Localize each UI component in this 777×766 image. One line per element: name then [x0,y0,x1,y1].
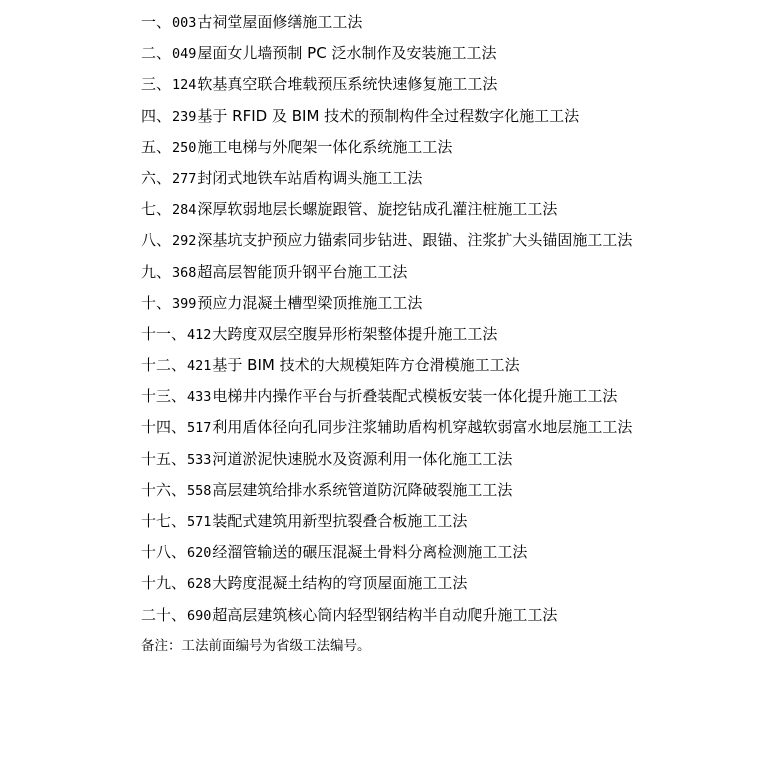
item-index: 十一、 [141,324,187,343]
list-item [141,383,761,414]
method-list [141,9,761,633]
list-item [141,134,761,165]
item-code: 628 [187,576,212,593]
item-title: 软基真空联合堆载预压系统快速修复施工工法 [197,75,498,94]
document-body [141,9,761,661]
list-item [141,259,761,290]
item-code: 277 [172,170,197,187]
item-code: 421 [187,358,212,375]
item-title: 高层建筑给排水系统管道防沉降破裂施工工法 [212,480,513,499]
list-item [141,103,761,134]
item-code: 284 [172,202,197,219]
item-code: 003 [172,15,197,31]
item-index: 十、 [141,293,172,312]
item-title: 预应力混凝土槽型梁顶推施工工法 [197,293,423,312]
list-item [141,414,761,445]
item-index: 十五、 [141,449,187,468]
item-index: 五、 [141,137,172,156]
item-title: 深厚软弱地层长螺旋跟管、旋挖钻成孔灌注桩施工工法 [197,200,558,219]
item-code: 399 [172,295,197,312]
list-item [141,40,761,71]
item-index: 一、 [141,13,172,31]
item-title: 基于 RFID 及 BIM 技术的预制构件全过程数字化施工工法 [197,106,580,125]
item-index: 二十、 [141,605,187,624]
item-index: 十八、 [141,543,187,562]
item-code: 433 [187,389,212,406]
item-index: 六、 [141,168,172,187]
item-code: 412 [187,326,212,343]
item-title: 河道淤泥快速脱水及资源利用一体化施工工法 [212,449,513,468]
item-code: 368 [172,264,197,281]
item-code: 124 [172,77,197,94]
item-index: 十三、 [141,387,187,406]
list-item [141,196,761,227]
item-title: 大跨度双层空腹异形桁架整体提升施工工法 [212,324,498,343]
list-item [141,165,761,196]
item-title: 超高层建筑核心筒内轻型钢结构半自动爬升施工工法 [212,605,558,624]
list-item [141,508,761,539]
item-index: 二、 [141,44,172,63]
item-code: 558 [187,482,212,499]
item-index: 十四、 [141,418,187,437]
item-title: 古祠堂屋面修缮施工工法 [197,13,363,31]
item-code: 239 [172,108,197,125]
list-item [141,602,761,633]
item-code: 571 [187,514,212,530]
item-index: 十七、 [141,512,187,530]
item-title: 基于 BIM 技术的大规模矩阵方仓滑模施工工法 [212,356,520,375]
item-title: 经溜管输送的碾压混凝土骨料分离检测施工工法 [212,543,528,562]
footnote: 备注：工法前面编号为省级工法编号。 [141,637,371,654]
item-title: 装配式建筑用新型抗裂叠合板施工工法 [212,512,468,530]
list-item [141,477,761,508]
item-code: 517 [187,420,212,437]
item-index: 十二、 [141,356,187,375]
item-code: 250 [172,139,197,156]
item-index: 十六、 [141,480,187,499]
list-item [141,9,761,40]
item-title: 电梯井内操作平台与折叠装配式模板安装一体化提升施工工法 [212,387,618,406]
list-item [141,71,761,102]
item-index: 七、 [141,200,172,219]
item-index: 八、 [141,231,172,250]
item-title: 超高层智能顶升钢平台施工工法 [197,262,408,281]
item-title: 利用盾体径向孔同步注浆辅助盾构机穿越软弱富水地层施工工法 [212,418,633,437]
list-item [141,321,761,352]
item-title: 深基坑支护预应力锚索同步钻进、跟锚、注浆扩大头锚固施工工法 [197,231,633,250]
item-title: 大跨度混凝土结构的穹顶屋面施工工法 [212,574,468,593]
item-code: 620 [187,545,212,562]
item-index: 三、 [141,75,172,94]
item-index: 十九、 [141,574,187,593]
item-code: 690 [187,607,212,624]
list-item [141,227,761,258]
item-title: 屋面女儿墙预制 PC 泛水制作及安装施工工法 [197,44,497,63]
list-item [141,446,761,477]
item-title: 封闭式地铁车站盾构调头施工工法 [197,168,423,187]
list-item [141,352,761,383]
item-title: 施工电梯与外爬架一体化系统施工工法 [197,137,453,156]
item-code: 292 [172,233,197,250]
item-code: 049 [172,46,197,63]
item-index: 四、 [141,106,172,125]
item-index: 九、 [141,262,172,281]
item-code: 533 [187,451,212,468]
list-item [141,570,761,601]
list-item [141,290,761,321]
list-item [141,539,761,570]
